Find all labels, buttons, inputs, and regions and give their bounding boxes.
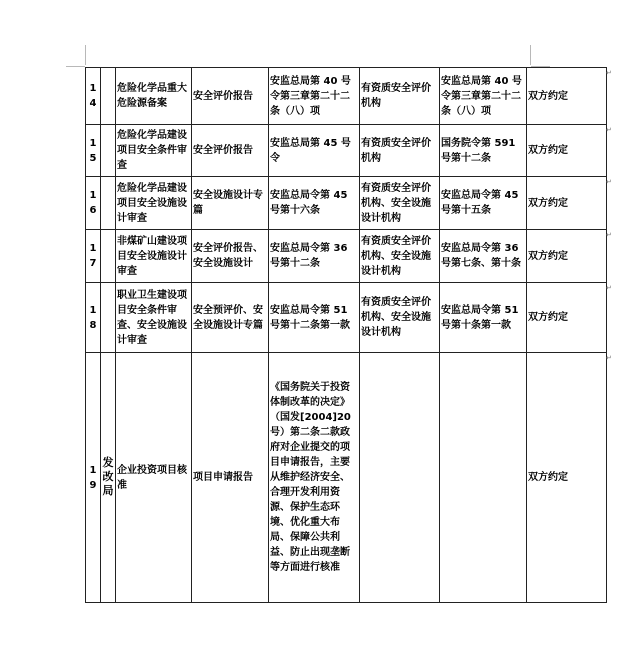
- document-type-text: 安全设施设计专篇: [193, 190, 263, 216]
- agency-text: 有资质安全评价机构: [361, 137, 431, 164]
- fee-standard: [527, 177, 607, 230]
- legal-basis: [269, 283, 360, 353]
- row-number: [86, 283, 101, 353]
- agency-text: 有资质安全评价机构、安全设施设计机构: [361, 182, 431, 224]
- agency-text: 有资质安全评价机构: [361, 83, 431, 109]
- end-of-row-mark: ↵: [606, 69, 612, 77]
- legal-basis-text: 安监总局令第 45 号第十六条: [270, 190, 348, 216]
- agency-text: 有资质安全评价机构、安全设施设计机构: [361, 235, 431, 277]
- legal-basis: [269, 177, 360, 230]
- department-cell: [101, 230, 116, 283]
- department-cell: [101, 177, 116, 230]
- document-type: [192, 230, 269, 283]
- charge-basis-text: 安监总局第 40 号令第三章第二十二条（八）项: [441, 75, 522, 117]
- department-cell: [101, 283, 116, 353]
- table-row: [86, 68, 607, 125]
- row-number: [86, 353, 101, 603]
- charge-basis: [440, 353, 527, 603]
- legal-basis-text: 安监总局第 45 号令: [270, 137, 351, 164]
- approval-item: [116, 230, 192, 283]
- end-of-row-mark: ↵: [606, 284, 612, 292]
- document-type-text: 安全评价报告: [193, 145, 253, 156]
- department-cell: [101, 68, 116, 125]
- department-cell: [101, 125, 116, 177]
- end-of-row-mark: ↵: [606, 231, 612, 239]
- table-row: [86, 283, 607, 353]
- row-number-text: 19: [89, 464, 97, 491]
- row-number: [86, 177, 101, 230]
- row-number-text: 16: [89, 190, 97, 216]
- approval-item: [116, 125, 192, 177]
- approval-item: [116, 68, 192, 125]
- document-type: [192, 125, 269, 177]
- legal-basis-text: 《国务院关于投资体制改革的决定》（国发[2004]20 号）第二条二款政府对企业提交的项目申请报告，主要从维护经济安全、合理开发利用资源、保护生态环境、优化重大布局、保障公共利益、防止出现垄断等方面进行核准: [270, 382, 351, 573]
- agency: [360, 353, 440, 603]
- charge-basis: [440, 177, 527, 230]
- approval-item: [116, 283, 192, 353]
- fee-standard: [527, 283, 607, 353]
- approval-item-text: 职业卫生建设项目安全条件审查、安全设施设计审查: [117, 289, 187, 346]
- agency: [360, 177, 440, 230]
- fee-standard: [527, 68, 607, 125]
- end-of-row-mark: ↵: [606, 126, 612, 134]
- document-type: [192, 68, 269, 125]
- charge-basis-text: 国务院令第 591 号第十二条: [441, 137, 516, 164]
- charge-basis-text: 安监总局令第 51 号第十条第一款: [441, 304, 519, 331]
- row-number-text: 14: [89, 83, 97, 109]
- fee-standard-text: 双方约定: [528, 472, 568, 483]
- charge-basis: [440, 125, 527, 177]
- agency: [360, 125, 440, 177]
- document-type: [192, 283, 269, 353]
- approval-item-text: 非煤矿山建设项目安全设施设计审查: [117, 235, 187, 277]
- table-row: [86, 125, 607, 177]
- approval-item: [116, 177, 192, 230]
- table-row: [86, 230, 607, 283]
- document-type-text: 安全预评价、安全设施设计专篇: [193, 304, 263, 331]
- legal-basis-text: 安监总局第 40 号令第三章第二十二条（八）项: [270, 75, 351, 117]
- approval-item-text: 危险化学品建设项目安全条件审查: [117, 130, 187, 171]
- fee-standard-text: 双方约定: [528, 90, 568, 102]
- end-of-row-mark: ↵: [606, 178, 612, 186]
- agency: [360, 68, 440, 125]
- fee-standard: [527, 125, 607, 177]
- approval-item-text: 企业投资项目核准: [117, 464, 187, 491]
- legal-basis: [269, 230, 360, 283]
- department-cell-text: 发改局: [102, 456, 114, 497]
- table-row: [86, 177, 607, 230]
- legal-basis: [269, 353, 360, 603]
- agency: [360, 230, 440, 283]
- approval-item: [116, 353, 192, 603]
- legal-basis: [269, 68, 360, 125]
- row-number: [86, 125, 101, 177]
- document-type: [192, 177, 269, 230]
- fee-standard-text: 双方约定: [528, 145, 568, 156]
- crop-mark-top-left-h: [66, 66, 85, 67]
- document-type: [192, 353, 269, 603]
- row-number-text: 15: [89, 137, 97, 164]
- charge-basis: [440, 283, 527, 353]
- row-number-text: 18: [89, 304, 97, 331]
- approval-item-text: 危险化学品重大危险源备案: [117, 83, 187, 109]
- row-number-text: 17: [89, 243, 97, 269]
- legal-basis-text: 安监总局令第 51 号第十二条第一款: [270, 304, 350, 331]
- charge-basis: [440, 230, 527, 283]
- fee-standard-text: 双方约定: [528, 250, 568, 262]
- charge-basis: [440, 68, 527, 125]
- row-number: [86, 68, 101, 125]
- row-number: [86, 230, 101, 283]
- crop-mark-top-left: [85, 45, 86, 65]
- legal-basis-text: 安监总局令第 36 号第十二条: [270, 243, 348, 269]
- agency-text: 有资质安全评价机构、安全设施设计机构: [361, 297, 431, 338]
- fee-standard: [527, 353, 607, 603]
- document-type-text: 安全评价报告: [193, 90, 253, 102]
- service-table: [85, 67, 607, 603]
- approval-item-text: 危险化学品建设项目安全设施设计审查: [117, 182, 187, 224]
- document-type-text: 安全评价报告、安全设施设计: [193, 243, 263, 269]
- legal-basis: [269, 125, 360, 177]
- crop-mark-top-right: [530, 45, 531, 65]
- charge-basis-text: 安监总局令第 45 号第十五条: [441, 190, 519, 216]
- document-type-text: 项目申请报告: [193, 472, 253, 483]
- fee-standard-text: 双方约定: [528, 312, 568, 323]
- charge-basis-text: 安监总局令第 36 号第七条、第十条: [441, 243, 521, 269]
- department-cell: [101, 353, 116, 603]
- end-of-row-mark: ↵: [606, 354, 612, 362]
- agency: [360, 283, 440, 353]
- fee-standard-text: 双方约定: [528, 197, 568, 209]
- table-row: [86, 353, 607, 603]
- fee-standard: [527, 230, 607, 283]
